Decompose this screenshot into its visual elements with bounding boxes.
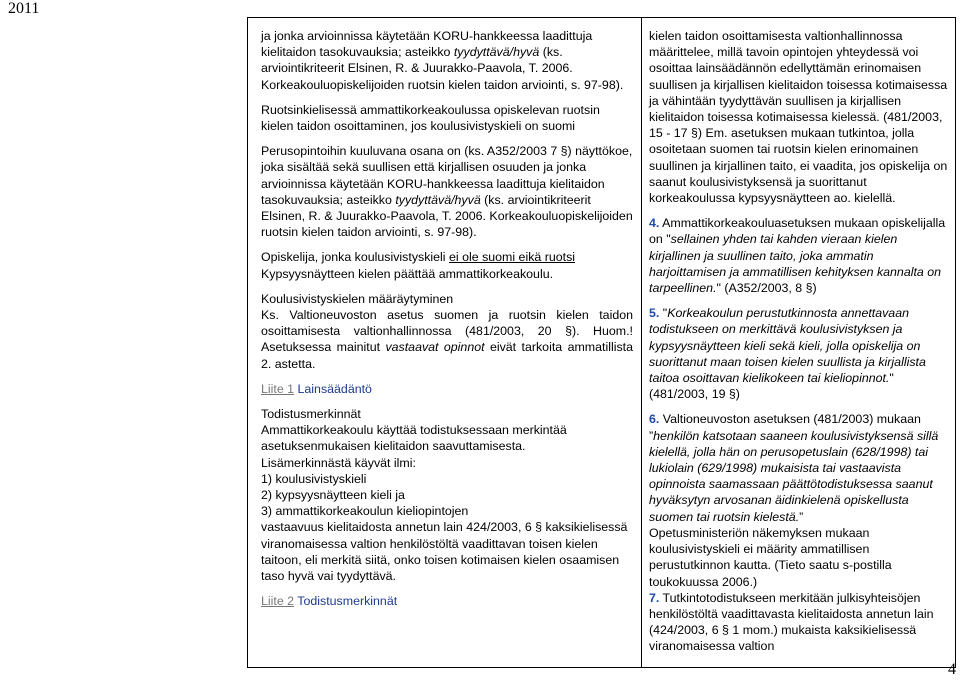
paragraph-asetus bbox=[261, 307, 633, 372]
text: (ks. arviointikriteerit Elsinen, R. & Juurakko-Paavola, T. 2006. Korkeakouluopiskelijoiden ruotsin kielen taidon arviointi, s. 97-98). bbox=[261, 45, 624, 92]
underlined-text: ei ole suomi eikä ruotsi bbox=[449, 250, 576, 265]
left-column bbox=[261, 18, 633, 610]
text: Kypsyysnäytteen kielen päättää ammattikorkeakoulu. bbox=[261, 266, 554, 281]
year-header: 2011 bbox=[8, 0, 40, 17]
note-5 bbox=[649, 305, 951, 402]
paragraph-perusopinnot bbox=[261, 143, 633, 240]
liite1-text[interactable]: Lainsäädäntö bbox=[294, 381, 372, 396]
liite1-label[interactable]: Liite 1 bbox=[261, 381, 295, 396]
text: ” bbox=[799, 509, 804, 524]
paragraph-opiskelija bbox=[261, 249, 633, 281]
note-number: 5. bbox=[649, 306, 660, 321]
text: Tutkintotodistukseen merkitään julkisyhteisöjen henkilöstöltä vaadittavasta kielitaidosta annetun lain (424/2003, 6 § 1 mom.) mukaista kaksikielisessä viranomaisessa valtion bbox=[649, 590, 934, 654]
column-divider bbox=[641, 18, 642, 667]
italic-text: tyydyttävä/hyvä bbox=[395, 192, 481, 207]
content-table bbox=[247, 17, 956, 668]
paragraph-arviointi bbox=[261, 28, 633, 93]
italic-text: sellainen yhden tai kahden vieraan kielen kirjallinen ja suullinen taito, joka ammatin harjoittamisen ja ammatillisen kehityksen kannalta on tarpeellinen. bbox=[649, 232, 942, 296]
text: ja jonka arvioinnissa käytetään KORU-hankkeessa laadittuja kielitaidon tasokuvauksia; asteikko bbox=[261, 29, 593, 60]
liite2-label[interactable]: Liite 2 bbox=[261, 594, 295, 609]
todistus-line: 3) ammattikorkeakoulun kieliopintojen bbox=[261, 504, 469, 519]
paragraph-heading: Ruotsinkielisessä ammattikorkeakoulussa opiskelevan ruotsin kielen taidon osoittaminen, jos koulusivistyskieli on suomi bbox=[261, 102, 600, 134]
text: eivät tarkoita ammatillista 2. astetta. bbox=[261, 340, 633, 371]
text: (ks. arviointikriteerit Elsinen, R. & Juurakko-Paavola, T. 2006. Korkeakouluopiskelijoiden ruotsin kielen taidon arviointi, s. 97-98). bbox=[261, 192, 633, 240]
liite2-text[interactable]: Todistusmerkinnät bbox=[294, 594, 398, 609]
section-title-koulusivistyskieli: Koulusivistyskielen määräytyminen bbox=[261, 291, 454, 306]
text: Valtioneuvoston asetuksen (481/2003) mukaan ” bbox=[649, 412, 921, 443]
todistus-line: 1) koulusivistyskieli bbox=[261, 471, 367, 486]
italic-text: Korkeakoulun perustutkinnosta annettavaan todistukseen on merkittävä koulusivistyksen ja kypsyysnäytteen kieli sekä kieli, jolla opiskelija on suorittanut maan toisen kielen suullista ja kirjallista taitoa osoittavan kielikokeen tai kieliopinnot. bbox=[649, 306, 926, 386]
italic-text: tyydyttävä/hyvä bbox=[453, 45, 540, 60]
note-number: 7. bbox=[649, 590, 660, 605]
right-column bbox=[649, 18, 951, 655]
text: Ammattikorkeakouluasetuksen mukaan opiskelijalla on " bbox=[649, 216, 946, 247]
text: " bbox=[659, 306, 668, 321]
liite2-link[interactable] bbox=[261, 593, 633, 609]
paragraph-valtionhallinto: kielen taidon osoittamisesta valtionhallinnossa määrittelee, millä tavoin opintojen yhteydessä voi osoittaa lainsäädännön edellyttämän erinomaisen suullisen ja kirjallisen kielitaidon toisessa kotimaisessa ja vähintään tyydyttävän suullisen ja kirjallisen kielitaidon toisessa kotimaisessa kielessä. (481/2003, 15 - 17 §) Em. asetuksen mukaan tutkintoa, jolla osoitetaan suomen tai ruotsin kielen erinomainen suullinen ja kirjallinen taito, ei vaadita, jos opiskelija on saanut koulusivistyksensä ja suorittanut korkeakoulussa kypsyysnäytteen ao. kielellä. bbox=[649, 29, 948, 206]
paragraph-opetusministerio: Opetusministeriön näkemyksen mukaan koulusivistyskieli ei määrity ammatillisen perustutkinnon kautta. (Tieto saatu s-postilla toukokuussa 2006.) bbox=[649, 525, 892, 589]
text: Ks. Valtioneuvoston asetus suomen ja ruotsin kielen taidon osoittamisesta valtionhallinnossa (481/2003, 20 §). Huom.! Asetuksessa mainitut bbox=[261, 308, 633, 355]
page-number: 4 bbox=[948, 661, 956, 678]
todistus-line: vastaavuus kielitaidosta annetun lain 424/2003, 6 § kaksikielisessä viranomaisessa valtion henkilöstöltä vaadittavan toisen kielen taitoon, eli merkitä siitä, onko toisen kotimaisen kielen osaamisen taso hyvä vai tyydyttävä. bbox=[261, 520, 628, 584]
todistus-line: Lisämerkinnästä käyvät ilmi: bbox=[261, 455, 416, 470]
italic-text: vastaavat opinnot bbox=[385, 340, 485, 355]
text: Perusopintoihin kuuluvana osana on (ks. A352/2003 7 §) näyttökoe, joka sisältää sekä suullisen että kirjallisen osuuden ja jonka arvioinnissa käytetään KORU-hankkeessa laadittuja kielitaidon tasokuvauksia; asteikko bbox=[261, 144, 633, 207]
text: " (A352/2003, 8 §) bbox=[716, 281, 817, 296]
todistus-line: Todistusmerkinnät bbox=[261, 407, 361, 422]
note-6 bbox=[649, 411, 951, 524]
note-4 bbox=[649, 215, 951, 296]
note-number: 4. bbox=[649, 216, 660, 231]
todistus-line: 2) kypsyysnäytteen kieli ja bbox=[261, 488, 405, 503]
italic-text: henkilön katsotaan saaneen koulusivistyksensä sillä kielellä, jolla hän on perusopetuslain (628/1998) tai lukiolain (629/1998) mukaisista tai vastaavista opinnoista saamassaan päättötodistuksessa saanut hyväksytyn arvosanan äidinkielenä opiskellusta suomen tai ruotsin kielestä. bbox=[649, 428, 939, 524]
liite1-link[interactable] bbox=[261, 381, 633, 397]
note-7 bbox=[649, 590, 951, 655]
todistus-line: Ammattikorkeakoulu käyttää todistuksessaan merkintää asetuksenmukaisen kielitaidon saavuttamisesta. bbox=[261, 423, 567, 454]
text: " (481/2003, 19 §) bbox=[649, 371, 894, 402]
note-number: 6. bbox=[649, 412, 660, 427]
text: Opiskelija, jonka koulusivistyskieli bbox=[261, 250, 449, 265]
